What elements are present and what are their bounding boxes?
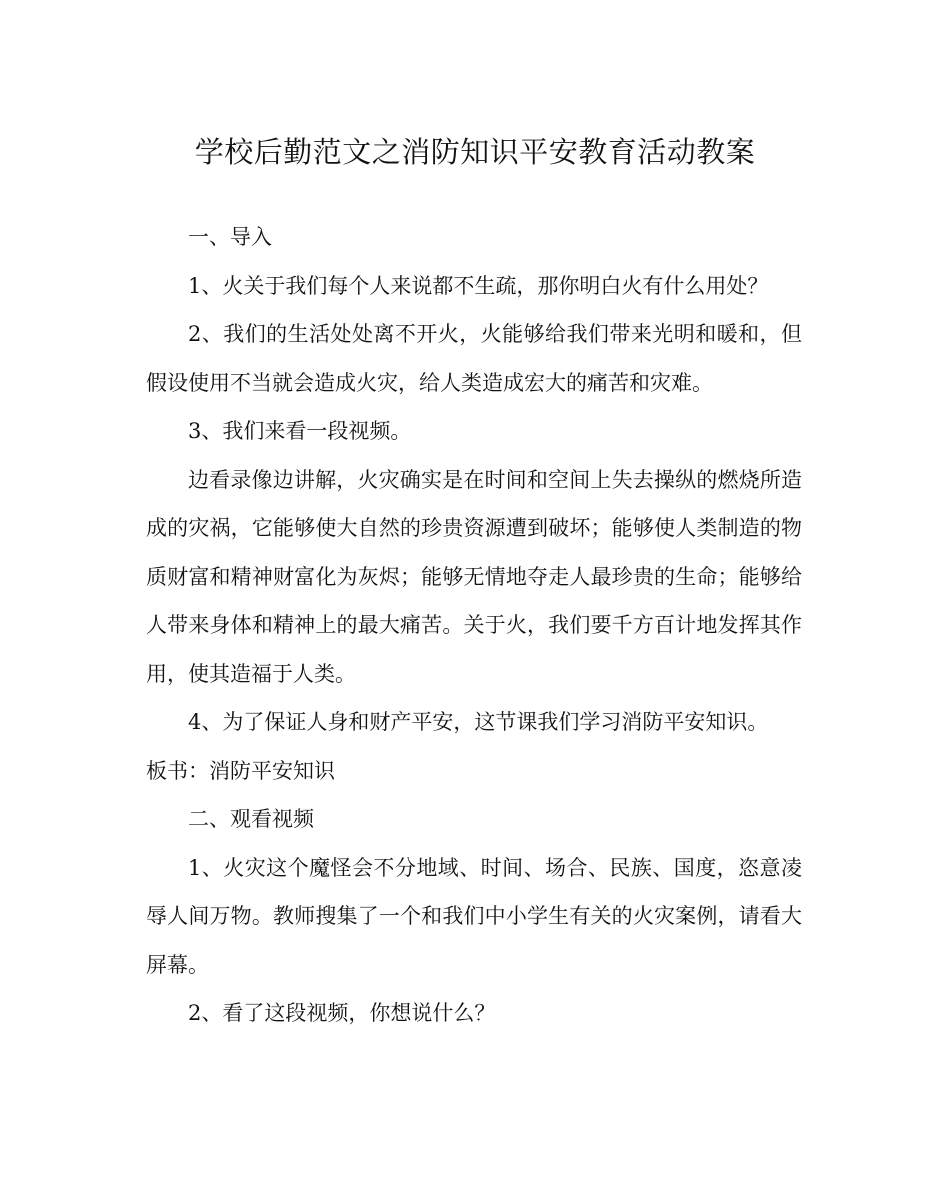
document-title: 学校后勤范文之消防知识平安教育活动教案 bbox=[194, 135, 756, 169]
paragraph: 3、我们来看一段视频。 bbox=[188, 419, 412, 443]
paragraph: 1、火关于我们每个人来说都不生疏，那你明白火有什么用处？ bbox=[188, 273, 769, 298]
paragraph: 2、看了这段视频，你想说什么？ bbox=[188, 1001, 496, 1025]
paragraph: 4、为了保证人身和财产平安，这节课我们学习消防平安知识。 bbox=[188, 710, 769, 734]
section-heading-video: 二、观看视频 bbox=[188, 807, 314, 831]
paragraph: 1、火灾这个魔怪会不分地域、时间、场合、民族、国度，恣意凌辱人间万物。教师搜集了一个和我们中小学生有关的火灾案例，请看大屏幕。 bbox=[146, 855, 802, 977]
paragraph: 边看录像边讲解，火灾确实是在时间和空间上失去操纵的燃烧所造成的灾祸，它能够使大自然的珍贵资源遭到破坏；能够使人类制造的物质财富和精神财富化为灰烬；能够无情地夺走人最珍贵的生命；能够给人带来身体和精神上的最大痛苦。关于火，我们要千方百计地发挥其作用，使其造福于人类。 bbox=[146, 467, 802, 686]
paragraph: 2、我们的生活处处离不开火，火能够给我们带来光明和暖和，但假设使用不当就会造成火灾，给人类造成宏大的痛苦和灾难。 bbox=[146, 322, 802, 395]
document-body bbox=[146, 213, 802, 1038]
blackboard-note: 板书：消防平安知识 bbox=[146, 758, 335, 783]
section-heading-intro: 一、导入 bbox=[188, 225, 272, 249]
